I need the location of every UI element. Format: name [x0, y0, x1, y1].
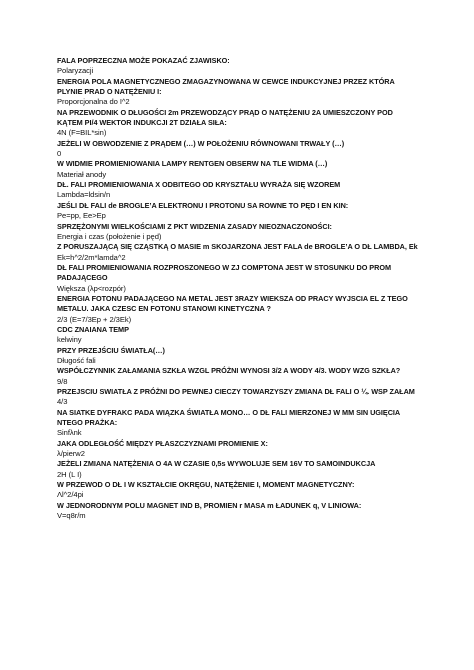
- answer-line: 4/3: [57, 397, 68, 407]
- question-line: DŁ FALI PROMIENIOWANIA ROZPROSZONEGO W ZJ COMPTONA JEST W STOSUNKU DO PROM: [57, 262, 391, 272]
- question-line: NTEGO PRAŻKA:: [57, 418, 118, 428]
- question-line: ENERGIA POLA MAGNETYCZNEGO ZMAGAZYNOWANA W CEWCE INDUKCYJNEJ PRZEZ KTÓRA: [57, 76, 395, 86]
- question-line: W WIDMIE PROMIENIOWANIA LAMPY RENTGEN OBSERW NA TLE WIDMA (…): [57, 159, 328, 169]
- question-line: PRZEJSCIU SWIATŁA Z PRÓŻNI DO PEWNEJ CIECZY TOWARZYSZY ZMIANA DŁ FALI O ¼. WSP ZAŁAM: [57, 387, 415, 396]
- question-line: JEŻELI ZMIANA NATĘŻENIA O 4A W CZASIE 0,5s WYWOLUJE SEM 16V TO SAMOINDUKCJA: [57, 459, 376, 469]
- answer-line: kelwiny: [57, 335, 82, 345]
- answer-line: 9/8: [57, 376, 68, 386]
- answer-line: Ek=h^2/2m*lamda^2: [57, 252, 126, 262]
- answer-line: Polaryzacji: [57, 66, 94, 76]
- answer-line: Większa (λp<rozpór): [57, 283, 126, 293]
- answer-line: Energia i czas (położenie i pęd): [57, 231, 162, 241]
- answer-line: Sinfλnk: [57, 428, 82, 438]
- answer-line: 2H (L I): [57, 469, 82, 479]
- question-line: WSPÓŁCZYNNIK ZAŁAMANIA SZKŁA WZGL PRÓŻNI WYNOSI 3/2 A WODY 4/3. WODY WZG SZKŁA?: [57, 366, 401, 376]
- question-line: Z PORUSZAJĄCĄ SIĘ CZĄSTKĄ O MASIE m SKOJARZONA JEST FALA de BROGLE’A O DŁ LAMBDA, Ek: [57, 242, 418, 252]
- question-line: PRZY PRZEJŚCIU ŚWIATŁA(…): [57, 345, 165, 355]
- answer-line: 0: [57, 149, 62, 159]
- document-body: [57, 56, 427, 521]
- answer-line: 2/3 (E=7/3Ep + 2/3Ek): [57, 314, 132, 324]
- answer-line: Proporcjonalna do I^2: [57, 97, 130, 107]
- question-line: KĄTEM PI/4 WEKTOR INDUKCJI 2T DZIAŁA SIŁA:: [57, 118, 227, 128]
- answer-line: Lambda=ldsin/n: [57, 190, 111, 200]
- question-line: NA PRZEWODNIK O DŁUGOŚCI 2m PRZEWODZĄCY PRĄD O NATĘŻENIU 2A UMIESZCZONY POD: [57, 107, 393, 117]
- question-line: FALA POPRZECZNA MOŻE POKAZAĆ ZJAWISKO:: [57, 56, 230, 65]
- question-line: NA SIATKE DYFRAKC PADA WIĄZKA ŚWIATŁA MONO… O DŁ FALI MIERZONEJ W MM SIN UGIĘCIA: [57, 407, 401, 417]
- question-line: JEŚLI DŁ FALI de BROGLE’A ELEKTRONU I PROTONU SA ROWNE TO PĘD I EN KIN:: [57, 200, 349, 210]
- answer-line: 4N (F=BIL*sin): [57, 128, 107, 138]
- question-line: ENERGIA FOTONU PADAJĄCEGO NA METAL JEST 3RAZY WIEKSZA OD PRACY WYJSCIA EL Z TEGO: [57, 293, 408, 303]
- question-line: DŁ. FALI PROMIENIOWANIA X ODBITEGO OD KRYSZTAŁU WYRAŻA SIĘ WZOREM: [57, 180, 341, 190]
- question-line: JEŻELI W OBWODZENIE Z PRĄDEM (…) W POŁOŻENIU RÓWNOWANI TRWAŁY (…): [57, 138, 345, 148]
- question-line: CDC ZNAIANA TEMP: [57, 324, 129, 334]
- question-line: JAKA ODLEGŁOŚĆ MIĘDZY PŁASZCZYZNAMI PROMIENIE X:: [57, 438, 268, 448]
- question-line: METALU. JAKA CZESC EN FOTONU STANOWI KINETYCZNA ?: [57, 304, 271, 314]
- question-line: W JEDNORODNYM POLU MAGNET IND B, PROMIEN r MASA m ŁADUNEK q, V LINIOWA:: [57, 500, 362, 510]
- answer-line: V=q8r/m: [57, 511, 86, 521]
- question-line: W PRZEWOD O DŁ I W KSZTAŁCIE OKRĘGU, NATĘŻENIE I, MOMENT MAGNETYCZNY:: [57, 480, 355, 490]
- question-line: SPRZĘŻONYMI WIELKOŚCIAMI Z PKT WIDZENIA ZASADY NIEOZNACZONOŚCI:: [57, 221, 332, 231]
- answer-line: Pe=pp, Ee>Ep: [57, 211, 106, 221]
- question-line: PADAJĄCEGO: [57, 273, 108, 283]
- answer-line: Ʌl^2/4pi: [57, 490, 84, 500]
- question-line: PLYNIE PRAD O NATĘŻENIU I:: [57, 87, 162, 97]
- answer-line: Długość fali: [57, 355, 96, 365]
- answer-line: λ/pierw2: [57, 449, 85, 459]
- answer-line: Materiał anody: [57, 169, 107, 179]
